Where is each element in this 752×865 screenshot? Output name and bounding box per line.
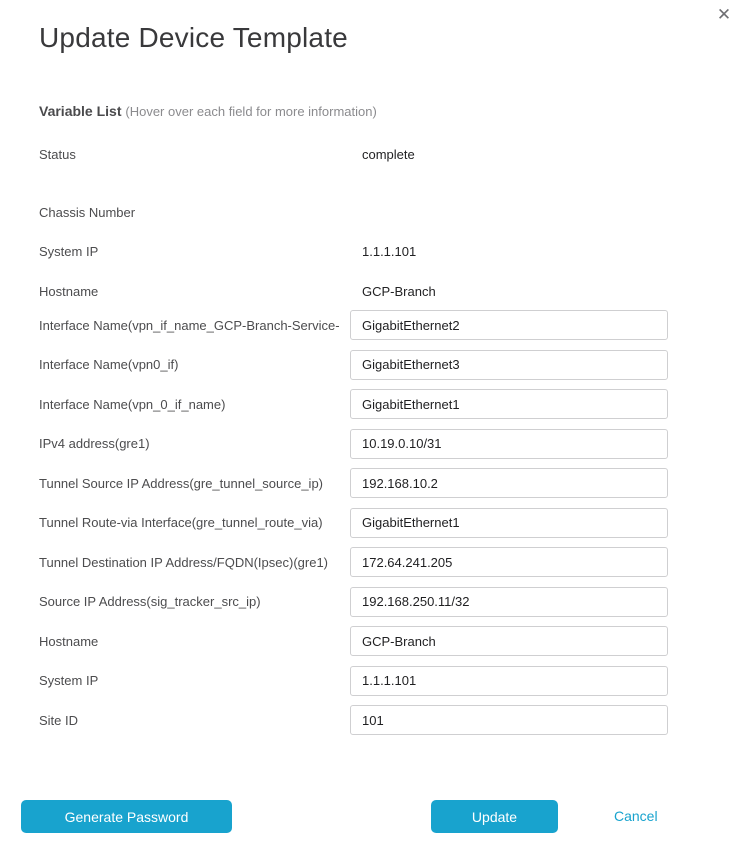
close-icon[interactable]: ✕ [716,5,732,24]
site-id-input[interactable] [350,705,668,735]
update-button[interactable]: Update [431,800,558,833]
interface-name-service-vpn-input[interactable] [350,310,668,340]
row-hostname-input [39,626,668,656]
row-source-ip-address [39,587,668,617]
row-ipv4-address-gre1 [39,429,668,459]
system-ip-input[interactable] [350,666,668,696]
variable-list-heading [39,103,668,120]
status-value: complete [362,147,415,162]
interface-name-vpn-0-if-name-input[interactable] [350,389,668,419]
tunnel-destination-ip-input[interactable] [350,547,668,577]
hostname-value: GCP-Branch [362,284,436,299]
row-chassis-number [39,204,668,221]
row-interface-name-vpn0-if [39,350,668,380]
field-label: Tunnel Source IP Address(gre_tunnel_source_ip) [39,475,324,491]
field-label: Source IP Address(sig_tracker_src_ip) [39,594,261,609]
row-status [39,146,668,163]
field-label: System IP [39,244,99,259]
system-ip-value: 1.1.1.101 [362,244,417,259]
tunnel-route-via-interface-input[interactable] [350,508,668,538]
field-label: Chassis Number [39,205,136,220]
field-label: Tunnel Route-via Interface(gre_tunnel_route_via) [39,515,323,530]
row-interface-name-vpn-0-if-name [39,389,668,419]
field-label: IPv4 address(gre1) [39,436,150,451]
field-label: Interface Name(vpn0_if) [39,357,179,372]
generate-password-button[interactable]: Generate Password [21,800,232,833]
page-title: Update Device Template [39,22,348,53]
row-tunnel-source-ip [39,468,668,498]
field-label: Tunnel Destination IP Address/FQDN(Ipsec)(gre1) [39,554,329,570]
field-label: Hostname [39,633,99,649]
cancel-button[interactable]: Cancel [614,808,658,824]
row-system-ip [39,243,668,260]
ipv4-address-gre1-input[interactable] [350,429,668,459]
variable-list-hint: (Hover over each field for more information) [125,104,377,119]
variable-list [39,146,668,735]
variable-list-title: Variable List [39,103,122,119]
interface-name-vpn0-if-input[interactable] [350,350,668,380]
modal-footer [0,800,752,834]
row-tunnel-route-via-interface [39,508,668,538]
row-interface-name-service-vpn [39,310,668,340]
tunnel-source-ip-input[interactable] [350,468,668,498]
field-label: Interface Name(vpn_if_name_GCP-Branch-Service- [39,317,340,333]
field-label: System IP [39,673,99,688]
hostname-input[interactable] [350,626,668,656]
source-ip-address-input[interactable] [350,587,668,617]
row-tunnel-destination-ip [39,547,668,577]
row-hostname [39,283,668,300]
row-site-id [39,705,668,735]
field-label: Site ID [39,712,79,728]
row-system-ip-input [39,666,668,696]
field-label: Status [39,147,76,162]
field-label: Hostname [39,284,99,299]
field-label: Interface Name(vpn_0_if_name) [39,396,226,412]
